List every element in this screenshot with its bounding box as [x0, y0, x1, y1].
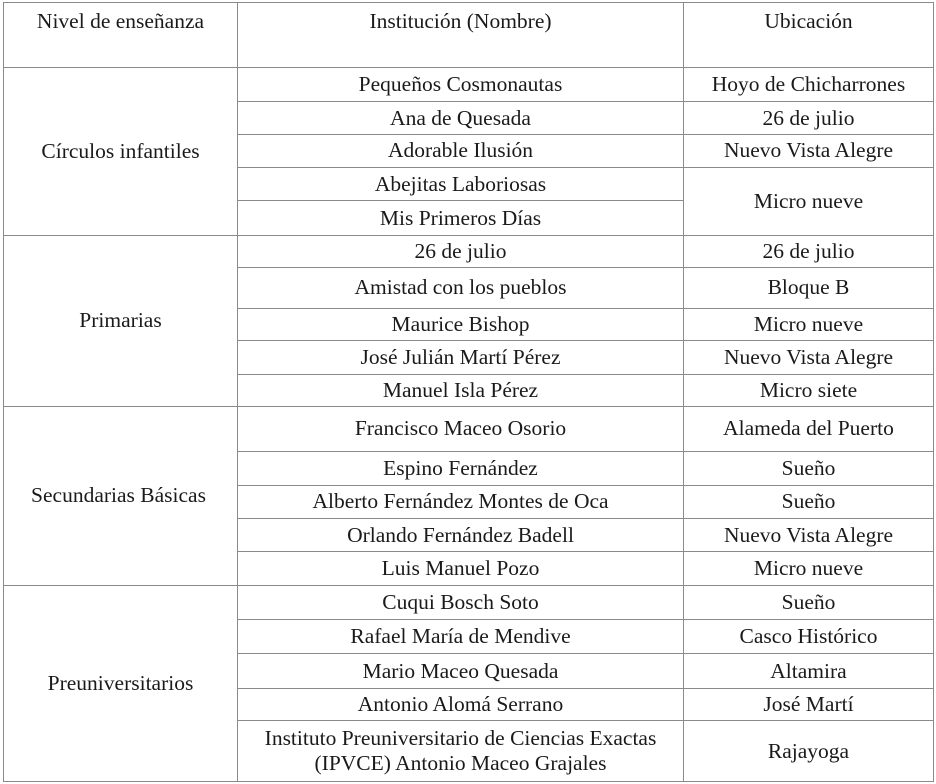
institution-cell: Maurice Bishop [238, 308, 684, 340]
location-cell: Alameda del Puerto [684, 406, 934, 452]
location-cell: Hoyo de Chicharrones [684, 68, 934, 102]
institution-cell: Antonio Alomá Serrano [238, 688, 684, 720]
location-cell: 26 de julio [684, 235, 934, 267]
location-cell: Sueño [684, 452, 934, 485]
institution-cell: Orlando Fernández Badell [238, 518, 684, 551]
location-cell: Sueño [684, 585, 934, 619]
table-row [4, 68, 934, 102]
location-cell: Micro nueve [684, 308, 934, 340]
institution-cell: Alberto Fernández Montes de Oca [238, 485, 684, 518]
institution-cell: Mis Primeros Días [238, 201, 684, 235]
location-cell: Casco Histórico [684, 620, 934, 654]
location-cell: Altamira [684, 654, 934, 688]
institution-cell: Pequeños Cosmonautas [238, 68, 684, 102]
institution-cell: Luis Manuel Pozo [238, 552, 684, 585]
institution-cell: Francisco Maceo Osorio [238, 406, 684, 452]
table-row [4, 585, 934, 619]
table-row [4, 406, 934, 452]
header-location: Ubicación [684, 3, 934, 68]
level-cell: Preuniversitarios [4, 585, 238, 781]
institution-cell: Adorable Ilusión [238, 134, 684, 167]
institution-cell: 26 de julio [238, 235, 684, 267]
institution-cell: Amistad con los pueblos [238, 268, 684, 308]
location-cell: Nuevo Vista Alegre [684, 134, 934, 167]
institution-cell: Mario Maceo Quesada [238, 654, 684, 688]
institution-cell: Abejitas Laboriosas [238, 168, 684, 201]
institution-cell: Espino Fernández [238, 452, 684, 485]
location-cell: José Martí [684, 688, 934, 720]
location-cell: Sueño [684, 485, 934, 518]
location-cell: Micro nueve [684, 552, 934, 585]
table-body [4, 68, 934, 782]
institution-cell: José Julián Martí Pérez [238, 341, 684, 375]
header-level: Nivel de enseñanza [4, 3, 238, 68]
institution-cell: Manuel Isla Pérez [238, 375, 684, 406]
location-cell: 26 de julio [684, 102, 934, 134]
table-row [4, 235, 934, 267]
location-cell: Micro nueve [684, 168, 934, 236]
institution-cell: Cuqui Bosch Soto [238, 585, 684, 619]
header-institution: Institución (Nombre) [238, 3, 684, 68]
location-cell: Nuevo Vista Alegre [684, 518, 934, 551]
location-cell: Bloque B [684, 268, 934, 308]
level-cell: Primarias [4, 235, 238, 406]
level-cell: Secundarias Básicas [4, 406, 238, 585]
institution-cell: Ana de Quesada [238, 102, 684, 134]
institutions-table [3, 2, 934, 782]
institution-cell: Instituto Preuniversitario de Ciencias Exactas (IPVCE) Antonio Maceo Grajales [238, 721, 684, 782]
level-cell: Círculos infantiles [4, 68, 238, 236]
institution-cell: Rafael María de Mendive [238, 620, 684, 654]
location-cell: Rajayoga [684, 721, 934, 782]
location-cell: Nuevo Vista Alegre [684, 341, 934, 375]
header-row [4, 3, 934, 68]
location-cell: Micro siete [684, 375, 934, 406]
